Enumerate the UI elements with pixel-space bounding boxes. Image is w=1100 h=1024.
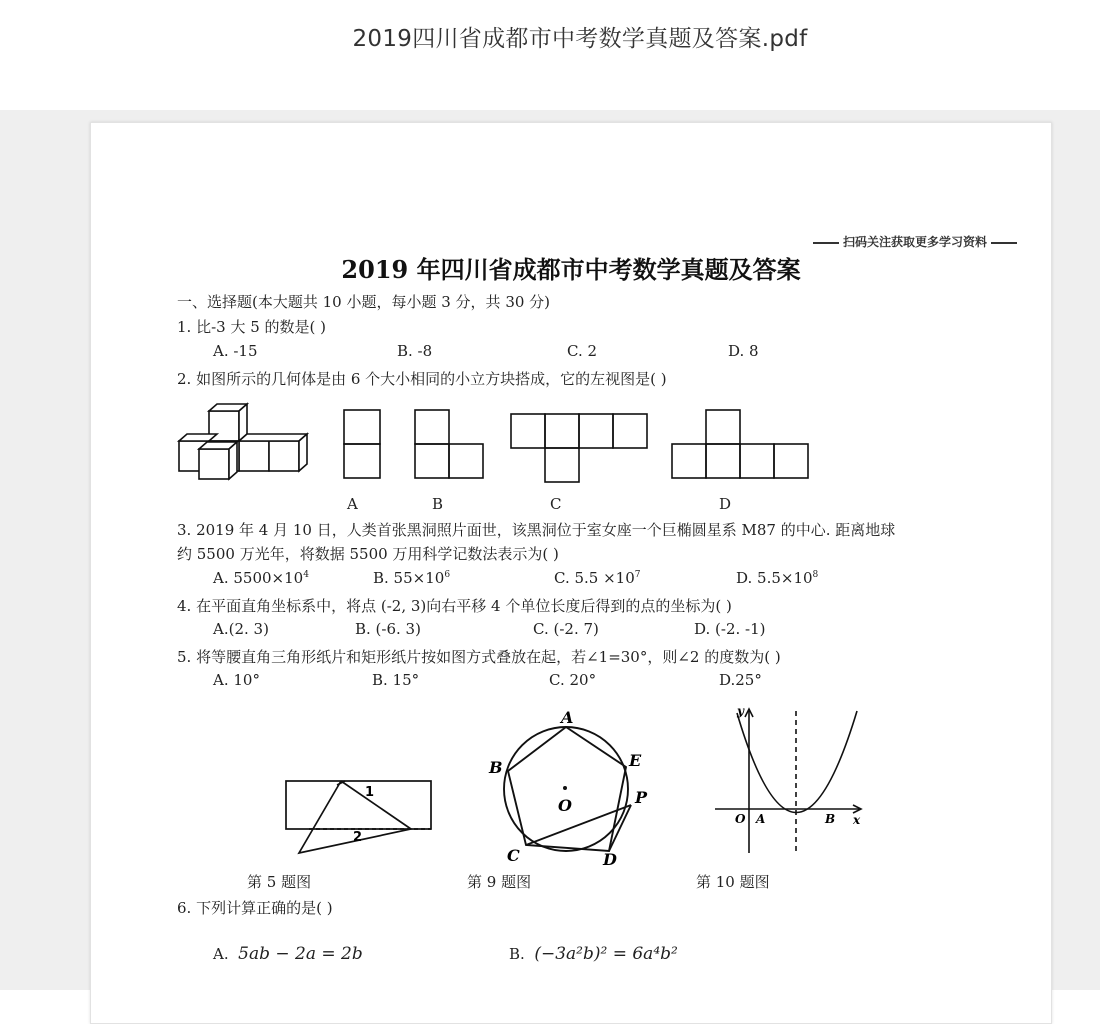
fig5-angle-1: 1 <box>365 785 375 800</box>
fig9-point-b: B <box>489 758 503 777</box>
fig10-y-label: y <box>737 704 744 718</box>
q4-option-d: D. (-2. -1) <box>694 620 766 638</box>
figure-9-caption: 第 9 题图 <box>467 873 532 891</box>
question-3-line2: 约 5500 万光年，将数据 5500 万用科学记数法表示为( ) <box>177 545 559 563</box>
header-note: 扫码关注获取更多学习资料 <box>809 233 1021 250</box>
question-5-stem: 5. 将等腰直角三角形纸片和矩形纸片按如图方式叠放在起，若∠1=30°，则∠2 的度数为( ) <box>177 648 781 666</box>
figure-5-caption: 第 5 题图 <box>247 873 312 891</box>
document-title: 2019四川省成都市中考数学真题及答案.pdf <box>352 26 808 52</box>
q5-option-d: D.25° <box>719 671 762 689</box>
q2-label-b: B <box>432 495 444 513</box>
q4-option-a: A.(2. 3) <box>213 620 269 638</box>
fig9-point-c: C <box>507 846 520 865</box>
q3-option-b: B. $55\times 10^6$ <box>373 569 451 587</box>
figure-5-drawing <box>281 763 441 853</box>
figure-10-drawing <box>711 703 871 853</box>
pdf-viewport[interactable] <box>0 110 1100 990</box>
question-3-line1: 3. 2019 年 4 月 10 日，人类首张黑洞照片面世，该黑洞位于室女座一个巨椭圆星系 M87 的中心. 距离地球 <box>177 521 896 539</box>
figure-9-drawing <box>481 709 651 869</box>
viewer-header <box>0 0 1100 110</box>
q6-option-b: B. (−3a²b)² = 6a⁴b² <box>509 944 678 964</box>
q6-option-a: A. 5ab − 2a = 2b <box>213 944 363 964</box>
question-2-stem: 2. 如图所示的几何体是由 6 个大小相同的小立方块搭成，它的左视图是( ) <box>177 370 667 388</box>
q5-option-a: A. 10° <box>213 671 260 689</box>
q4-option-b: B. (-6. 3) <box>355 620 421 638</box>
question-1-stem: 1. 比-3 大 5 的数是( ) <box>177 318 327 336</box>
fig9-point-o: O <box>558 796 572 815</box>
question-4-stem: 4. 在平面直角坐标系中，将点 (-2, 3)向右平移 4 个单位长度后得到的点的坐标为( ) <box>177 597 732 615</box>
q2-solid-figure <box>177 401 312 481</box>
fig10-x-label: x <box>853 813 861 827</box>
q1-option-c: C. 2 <box>567 342 598 360</box>
question-6-stem: 6. 下列计算正确的是( ) <box>177 899 333 917</box>
q4-option-c: C. (-2. 7) <box>533 620 599 638</box>
q2-label-a: A <box>347 495 358 513</box>
q5-option-b: B. 15° <box>372 671 420 689</box>
fig9-point-e: E <box>629 751 642 770</box>
q1-option-b: B. -8 <box>397 342 433 360</box>
q3-option-a: A. $5500\times 10^4$ <box>213 569 309 587</box>
q3-option-d: D. $5.5\times 10^8$ <box>736 569 819 587</box>
figure-10-caption: 第 10 题图 <box>696 873 770 891</box>
pdf-page <box>90 122 1052 1024</box>
fig9-point-a: A <box>561 708 574 727</box>
fig5-angle-2: 2 <box>353 830 363 845</box>
q2-option-a-figure <box>343 409 383 479</box>
fig10-origin: O <box>735 812 746 826</box>
q1-option-d: D. 8 <box>728 342 759 360</box>
q3-option-c: C. $5.5 \times 10^7$ <box>554 569 641 587</box>
q2-option-d-figure <box>671 409 809 479</box>
fig9-point-d: D <box>603 850 617 869</box>
section-heading: 一、选择题(本大题共 10 小题，每小题 3 分，共 30 分) <box>177 293 551 311</box>
q2-label-d: D <box>719 495 732 513</box>
fig10-point-b: B <box>825 812 836 826</box>
fig10-point-a: A <box>756 812 766 826</box>
q1-option-a: A. -15 <box>213 342 258 360</box>
q2-option-b-figure <box>414 409 486 479</box>
q5-option-c: C. 20° <box>549 671 597 689</box>
q2-label-c: C <box>550 495 562 513</box>
fig9-point-p: P <box>635 788 648 807</box>
q2-option-c-figure <box>510 413 648 483</box>
paper-title: 2019 年四川省成都市中考数学真题及答案 <box>341 255 801 284</box>
